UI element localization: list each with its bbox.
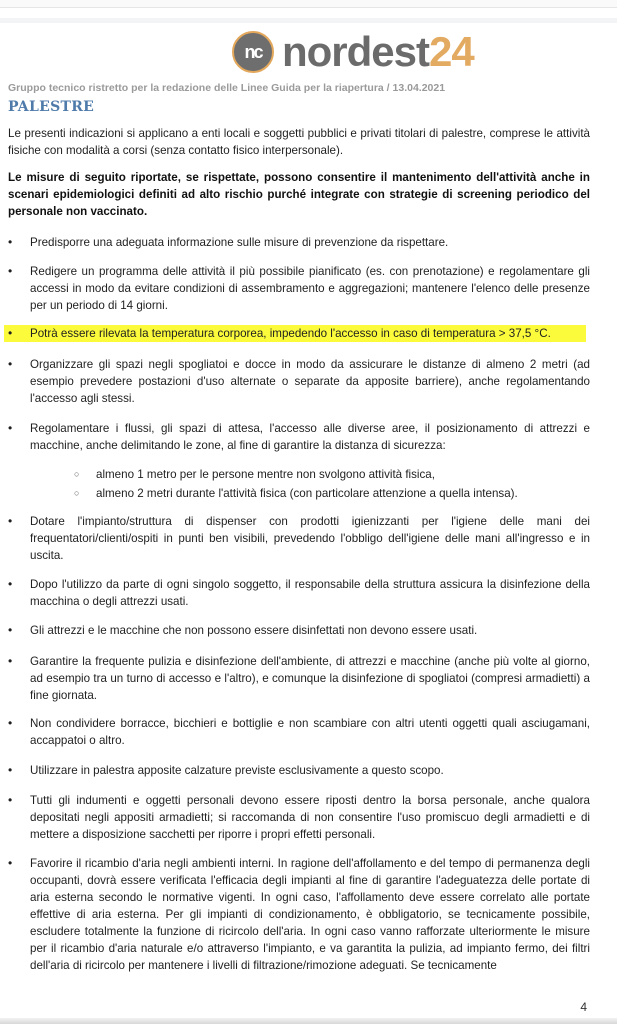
list-item-text: Gli attrezzi e le macchine che non possono essere disinfettati non devono essere usati. (30, 624, 478, 637)
logo-brand-text: nordest (282, 28, 430, 75)
bullet-icon: • (8, 235, 13, 249)
circle-bullet-icon: ○ (74, 469, 80, 479)
viewer-top-bar (0, 0, 617, 8)
list-item (8, 420, 590, 454)
list-item (8, 762, 590, 779)
list-item (8, 715, 590, 749)
document-running-header: Gruppo tecnico ristretto per la redazione delle Linee Guida per la riapertura / 13.04.2021 (8, 82, 446, 94)
list-item (8, 234, 590, 251)
list-item-text: Regolamentare i flussi, gli spazi di attesa, l'accesso alle diverse aree, il posizionamento di attrezzi e macchine, anche delimitando le zone, al fine di garantire la distanza di sicurezza: (30, 422, 590, 452)
list-item (8, 356, 590, 407)
list-item (8, 622, 590, 639)
list-item-text: Utilizzare in palestra apposite calzature previste esclusivamente a questo scopo. (30, 764, 444, 777)
nordest24-logo-icon (232, 31, 274, 73)
bullet-icon: • (8, 654, 13, 668)
list-item-text: Garantire la frequente pulizia e disinfezione dell'ambiente, di attrezzi e macchine (anche più volte al giorno, ad esempio tra un turno di accesso e l'altro), e comunque la disinfezione di spogliatoi (compresi armadietti) a fine giornata. (30, 655, 590, 702)
list-item-text: Potrà essere rilevata la temperatura corporea, impedendo l'accesso in caso di temperatura > 37,5 °C. (30, 327, 551, 340)
bullet-icon: • (8, 357, 13, 371)
bold-note-paragraph: Le misure di seguito riportate, se rispettate, possono consentire il mantenimento dell'attività anche in scenari epidemiologici definiti ad alto rischio purché integrate con strategie di screening periodico del personale non vaccinato. (8, 171, 590, 218)
sub-list-item (74, 466, 594, 483)
section-title: PALESTRE (8, 99, 95, 115)
sub-list-item-text: almeno 1 metro per le persone mentre non svolgono attività fisica, (96, 468, 435, 481)
list-item (8, 263, 590, 314)
sub-list-item-text: almeno 2 metri durante l'attività fisica (con particolare attenzione a quella intensa). (96, 487, 518, 500)
logo-initials: nc (244, 41, 262, 62)
logo-brand-number: 24 (429, 28, 474, 75)
list-item-text: Favorire il ricambio d'aria negli ambienti interni. In ragione dell'affollamento e del tempo di permanenza degli occupanti, dovrà essere verificata l'efficacia degli impianti al fine di garantire l'adeguatezza delle portate di aria esterna secondo le normative vigenti. In ogni caso, l'affollamento deve essere correlato alle portate effettive di aria esterna. Per gli impianti di condizionamento, è obbligatorio, se tecnicamente possibile, escludere totalmente la funzione di ricircolo dell'aria. In ogni caso vanno rafforzate ulteriormente le misure per il ricambio d'aria naturale e/o attraverso l'impianto, e va garantita la pulizia, ad impianto fermo, dei filtri dell'aria di ricircolo per mantenere i livelli di filtrazione/rimozione adeguati. Se tecnicamente (30, 857, 590, 972)
viewer-toolbar-strip (0, 18, 617, 23)
list-item (8, 513, 590, 564)
sub-list-item (74, 485, 594, 502)
bullet-icon: • (8, 623, 13, 637)
list-item-text: Dopo l'utilizzo da parte di ogni singolo soggetto, il responsabile della struttura assicura la disinfezione della macchina o degli attrezzi usati. (30, 578, 590, 608)
viewer-bottom-bar (0, 1018, 617, 1024)
page-number: 4 (580, 1000, 587, 1014)
list-item-text: Redigere un programma delle attività il più possibile pianificato (es. con prenotazione) e regolamentare gli accessi in modo da evitare condizioni di assembramento e aggregazioni; mantenere l'elenco delle presenze per un periodo di 14 giorni. (30, 265, 590, 312)
circle-bullet-icon: ○ (74, 488, 80, 498)
list-item-text: Non condividere borracce, bicchieri e bottiglie e non scambiare con altri utenti oggetti quali asciugamani, accappatoi o altro. (30, 717, 590, 747)
bullet-icon: • (8, 716, 13, 730)
bullet-icon: • (8, 856, 13, 870)
bullet-icon: • (8, 264, 13, 278)
list-item-text: Tutti gli indumenti e oggetti personali devono essere riposti dentro la borsa personale, anche qualora depositati negli appositi armadietti; si raccomanda di non consentire l'uso promiscuo degli armadietti e di mettere a disposizione sacchetti per riporre i propri effetti personali. (30, 794, 590, 841)
list-item-text: Dotare l'impianto/struttura di dispenser con prodotti igienizzanti per l'igiene delle mani dei frequentatori/clienti/ospiti in punti ben visibili, prevedendo l'obbligo dell'igiene delle mani all'ingresso e in uscita. (30, 515, 590, 562)
list-item (8, 576, 590, 610)
intro-paragraph: Le presenti indicazioni si applicano a enti locali e soggetti pubblici e privati titolari di palestre, comprese le attività fisiche con modalità a corsi (senza contatto fisico interpersonale). (8, 127, 590, 157)
list-item (8, 855, 590, 974)
list-item (8, 653, 590, 704)
bullet-icon: • (8, 514, 13, 528)
list-item (8, 792, 590, 843)
list-item-text: Predisporre una adeguata informazione sulle misure di prevenzione da rispettare. (30, 236, 449, 249)
bullet-icon: • (8, 793, 13, 807)
logo-wordmark (282, 30, 474, 74)
bullet-icon: • (8, 421, 13, 435)
bullet-icon: • (8, 763, 13, 777)
list-item-highlighted (4, 325, 586, 342)
bullet-icon: • (8, 326, 13, 340)
bullet-icon: • (8, 577, 13, 591)
nordest24-watermark-logo (232, 30, 474, 74)
list-item-text: Organizzare gli spazi negli spogliatoi e docce in modo da assicurare le distanze di almeno 2 metri (ad esempio prevedere postazioni d'uso alternate o separate da apposite barriere), anche regolamentando l'accesso agli stessi. (30, 358, 590, 405)
